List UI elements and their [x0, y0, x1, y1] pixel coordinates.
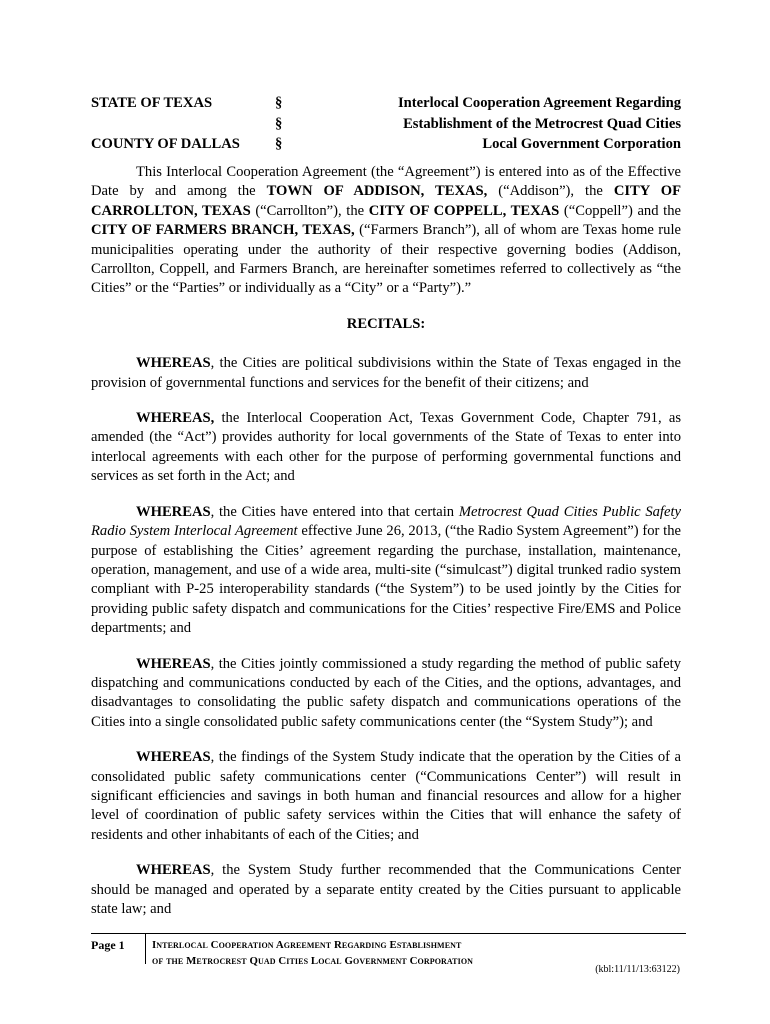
footer-title-line-1: Interlocal Cooperation Agreement Regarding Establishment [152, 939, 462, 951]
whereas-lead: WHEREAS [136, 503, 211, 520]
whereas-text: the Interlocal Cooperation Act, Texas Government Code, Chapter 791, as amended (the “Act”) provides authority for local governments of the State of Texas to enter into interlocal agreements with each other for the purpose of performing governmental functions and services as set forth in the Act; and [91, 410, 681, 485]
caption-row-3 [91, 134, 681, 155]
intro-text: (“Farmers Branch”), all of whom are Texas home rule municipalities operating under the authority of their respective governing bodies (Addison, Carrollton, Coppell, and Farmers Branch, are hereinafter sometimes referred to collectively as “the Cities” or the “Parties” or individually as a “City” or a “Party”).” [91, 222, 681, 297]
page-number: Page 1 [91, 938, 125, 952]
section-mark: § [275, 95, 283, 111]
whereas-text: , the findings of the System Study indicate that the operation by the Cities of a consolidated public safety communications center (“Communications Center”) will result in significant efficiencies and savings in both human and financial resources and allow for a higher level of coordination of public safety services within the Cities that will enhance the safety of residents and other inhabitants of each of the Cities; and [91, 749, 681, 843]
whereas-lead: WHEREAS, [136, 410, 215, 427]
whereas-text: , the Cities jointly commissioned a study regarding the method of public safety dispatching and communications conducted by each of the Cities, and the options, advantages, and disadvantages to consolidating the public safety dispatch and communications operations of the Cities into a single consolidated public safety communications center (the “System Study”); and [91, 655, 681, 730]
whereas-text: , the Cities have entered into that certain [210, 503, 459, 520]
footer-divider [145, 934, 146, 964]
whereas-lead: WHEREAS [136, 749, 211, 766]
whereas-lead: WHEREAS [136, 655, 211, 672]
whereas-lead: WHEREAS [136, 355, 211, 372]
caption-block [91, 93, 681, 155]
county-label: COUNTY OF DALLAS [91, 136, 240, 153]
whereas-paragraph-2 [91, 409, 681, 487]
whereas-paragraph-4 [91, 655, 681, 733]
intro-text: This Interlocal Cooperation Agreement (the “Agreement”) is entered into as of the Effective Date by and among the [91, 164, 681, 200]
radio-agreement-title: Metrocrest Quad Cities Public Safety Radio System Interlocal Agreement [91, 503, 681, 540]
party-coppell: CITY OF COPPELL, TEXAS [368, 202, 560, 219]
intro-text: (“Carrollton”), the [250, 202, 369, 219]
section-mark: § [275, 136, 283, 153]
whereas-text: , the Cities are political subdivisions within the State of Texas engaged in the provision of governmental functions and services for the benefit of their citizens; and [91, 355, 681, 391]
whereas-paragraph-5 [91, 748, 681, 845]
caption-row-2 [91, 114, 681, 135]
intro-text: (“Addison”), the [487, 183, 614, 200]
intro-paragraph [91, 163, 681, 299]
footer-title [152, 937, 473, 969]
intro-text: (“Coppell”) and the [559, 202, 681, 219]
footer-title-line-2: of the Metrocrest Quad Cities Local Government Corporation [152, 955, 474, 967]
party-carrollton: CITY OF CARROLLTON, TEXAS [91, 183, 681, 219]
party-farmers-branch: CITY OF FARMERS BRANCH, TEXAS, [91, 222, 355, 239]
whereas-paragraph-3 [91, 503, 681, 639]
whereas-lead: WHEREAS [136, 862, 211, 879]
whereas-paragraph-6 [91, 861, 681, 919]
agreement-title-line-1: Interlocal Cooperation Agreement Regarding [397, 95, 681, 111]
party-addison: TOWN OF ADDISON, TEXAS, [266, 183, 488, 200]
body-text [91, 163, 681, 935]
whereas-paragraph-1 [91, 354, 681, 393]
agreement-title-line-2: Establishment of the Metrocrest Quad Cities [403, 115, 681, 132]
document-code: (kbl:11/11/13:63122) [595, 964, 680, 975]
footer-rule [91, 933, 686, 934]
whereas-text: , the System Study further recommended that the Communications Center should be managed and operated by a separate entity created by the Cities pursuant to applicable state law; and [91, 862, 681, 917]
state-label: STATE OF TEXAS [91, 95, 213, 111]
caption-row-1 [91, 93, 681, 114]
whereas-text: effective June 26, 2013, (“the Radio System Agreement”) for the purpose of establishing the Cities’ agreement regarding the purchase, installation, maintenance, operation, management, and use of a wide area, multi-site (“simulcast”) digital trunked radio system compliant with P-25 interoperability standards (“the System”) to be used jointly by the Cities for providing public safety dispatch and communications for the Cities’ respective Fire/EMS and Police departments; and [91, 523, 682, 637]
agreement-title-line-3: Local Government Corporation [482, 136, 681, 153]
section-mark: § [275, 115, 283, 132]
recitals-heading: RECITALS: [346, 315, 426, 332]
